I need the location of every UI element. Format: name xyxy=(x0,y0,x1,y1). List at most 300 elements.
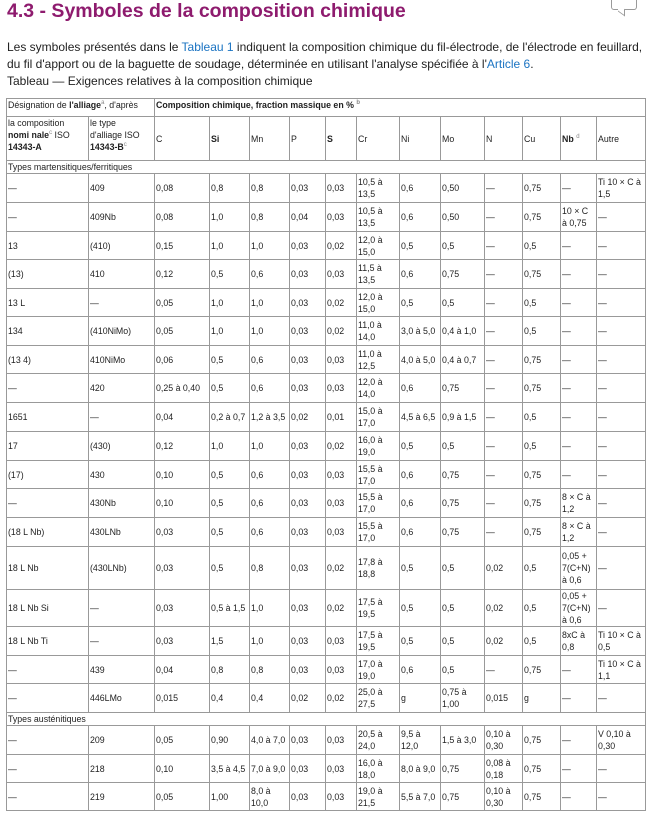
group-header: Types austénitiques xyxy=(7,713,646,726)
cell-autre: — xyxy=(597,432,646,461)
cell-autre: Ti 10 × C à 1,1 xyxy=(597,656,646,684)
cell-c: 0,10 xyxy=(155,461,210,489)
cell-nb: — xyxy=(561,174,597,203)
cell-ni: 5,5 à 7,0 xyxy=(400,783,441,811)
cell-iso-a: (13 4) xyxy=(7,346,89,374)
cell-cr: 16,0 à 19,0 xyxy=(357,432,400,461)
cell-c: 0,08 xyxy=(155,203,210,232)
cell-n: — xyxy=(485,489,523,518)
cell-cu: 0,5 xyxy=(523,590,561,627)
cell-autre: — xyxy=(597,289,646,317)
cell-cr: 12,0 à 15,0 xyxy=(357,289,400,317)
cell-nb: — xyxy=(561,232,597,260)
cell-s: 0,03 xyxy=(326,203,357,232)
cell-autre: — xyxy=(597,317,646,346)
cell-si: 0,4 xyxy=(210,684,250,713)
cell-mo: 0,75 xyxy=(441,489,485,518)
table-row xyxy=(7,489,646,518)
cell-nb: — xyxy=(561,374,597,403)
cell-n: 0,10 à 0,30 xyxy=(485,783,523,811)
cell-n: 0,02 xyxy=(485,590,523,627)
cell-cr: 11,0 à 12,5 xyxy=(357,346,400,374)
cell-n: — xyxy=(485,403,523,432)
comment-icon[interactable] xyxy=(611,0,637,10)
cell-mo: 0,5 xyxy=(441,590,485,627)
cell-iso-b: 409 xyxy=(89,174,155,203)
cell-si: 0,8 xyxy=(210,656,250,684)
cell-ni: 9,5 à 12,0 xyxy=(400,726,441,755)
cell-c: 0,10 xyxy=(155,489,210,518)
cell-iso-b: — xyxy=(89,590,155,627)
cell-mo: 0,5 xyxy=(441,547,485,590)
cell-n: — xyxy=(485,656,523,684)
cell-cu: 0,5 xyxy=(523,627,561,656)
cell-cr: 15,5 à 17,0 xyxy=(357,518,400,547)
cell-cr: 17,5 à 19,5 xyxy=(357,627,400,656)
cell-nb: 8 × C à 1,2 xyxy=(561,489,597,518)
cell-mo: 0,4 à 0,7 xyxy=(441,346,485,374)
cell-iso-b: 430 xyxy=(89,461,155,489)
cell-mn: 0,6 xyxy=(250,518,290,547)
cell-n: — xyxy=(485,346,523,374)
cell-si: 0,5 xyxy=(210,489,250,518)
table-row xyxy=(7,174,646,203)
cell-mn: 1,0 xyxy=(250,627,290,656)
cell-si: 0,90 xyxy=(210,726,250,755)
cell-nb: — xyxy=(561,461,597,489)
cell-cu: 0,5 xyxy=(523,403,561,432)
cell-s: 0,03 xyxy=(326,755,357,783)
cell-c: 0,05 xyxy=(155,783,210,811)
cell-cu: 0,75 xyxy=(523,726,561,755)
cell-s: 0,01 xyxy=(326,403,357,432)
cell-mn: 0,8 xyxy=(250,174,290,203)
intro-paragraph xyxy=(7,39,652,90)
cell-cr: 11,5 à 13,5 xyxy=(357,260,400,289)
table-row xyxy=(7,317,646,346)
cell-mo: 0,4 à 1,0 xyxy=(441,317,485,346)
cell-nb: 8xC à 0,8 xyxy=(561,627,597,656)
cell-iso-a: — xyxy=(7,374,89,403)
cell-nb: — xyxy=(561,260,597,289)
cell-mn: 1,0 xyxy=(250,317,290,346)
cell-mn: 0,8 xyxy=(250,656,290,684)
cell-iso-a: — xyxy=(7,656,89,684)
cell-cr: 11,0 à 14,0 xyxy=(357,317,400,346)
cell-s: 0,03 xyxy=(326,518,357,547)
cell-ni: 0,5 xyxy=(400,432,441,461)
cell-iso-b: 410 xyxy=(89,260,155,289)
cell-c: 0,05 xyxy=(155,317,210,346)
table-row xyxy=(7,374,646,403)
cell-mn: 0,6 xyxy=(250,489,290,518)
cell-nb: — xyxy=(561,783,597,811)
header-mn: Mn xyxy=(250,117,290,161)
cell-p: 0,03 xyxy=(290,518,326,547)
cell-c: 0,05 xyxy=(155,289,210,317)
header-iso-14343-a: la composition nomi nale$^c$ ISO 14343-A xyxy=(7,117,89,161)
cell-autre: — xyxy=(597,684,646,713)
cell-iso-a: — xyxy=(7,489,89,518)
cell-c: 0,015 xyxy=(155,684,210,713)
cell-nb: 0,05 + 7(C+N) à 0,6 xyxy=(561,590,597,627)
cell-cu: 0,75 xyxy=(523,174,561,203)
cell-iso-b: 439 xyxy=(89,656,155,684)
cell-p: 0,03 xyxy=(290,627,326,656)
cell-c: 0,03 xyxy=(155,518,210,547)
table-row xyxy=(7,260,646,289)
cell-c: 0,05 xyxy=(155,726,210,755)
cell-si: 1,0 xyxy=(210,289,250,317)
cell-mo: 0,75 xyxy=(441,755,485,783)
cell-iso-b: 430Nb xyxy=(89,489,155,518)
article-6-link[interactable]: Article 6 xyxy=(486,57,531,71)
cell-p: 0,03 xyxy=(290,317,326,346)
cell-mo: 0,5 xyxy=(441,289,485,317)
cell-n: — xyxy=(485,317,523,346)
cell-p: 0,03 xyxy=(290,755,326,783)
cell-ni: 0,6 xyxy=(400,461,441,489)
cell-n: 0,015 xyxy=(485,684,523,713)
cell-si: 1,0 xyxy=(210,432,250,461)
cell-n: — xyxy=(485,461,523,489)
cell-p: 0,03 xyxy=(290,590,326,627)
cell-nb: — xyxy=(561,755,597,783)
cell-mn: 1,0 xyxy=(250,590,290,627)
cell-n: 0,08 à 0,18 xyxy=(485,755,523,783)
cell-s: 0,03 xyxy=(326,461,357,489)
cell-ni: 8,0 à 9,0 xyxy=(400,755,441,783)
cell-mn: 0,4 xyxy=(250,684,290,713)
cell-s: 0,03 xyxy=(326,783,357,811)
cell-p: 0,03 xyxy=(290,374,326,403)
cell-mn: 1,2 à 3,5 xyxy=(250,403,290,432)
cell-si: 0,5 xyxy=(210,374,250,403)
tableau-1-link[interactable]: Tableau 1 xyxy=(181,40,234,54)
cell-cr: 15,5 à 17,0 xyxy=(357,489,400,518)
cell-nb: — xyxy=(561,656,597,684)
cell-mo: 0,5 xyxy=(441,232,485,260)
cell-ni: 0,5 xyxy=(400,289,441,317)
cell-si: 1,0 xyxy=(210,232,250,260)
cell-p: 0,03 xyxy=(290,346,326,374)
cell-ni: 0,6 xyxy=(400,374,441,403)
table-row xyxy=(7,656,646,684)
cell-s: 0,02 xyxy=(326,547,357,590)
header-p: P xyxy=(290,117,326,161)
cell-iso-b: 409Nb xyxy=(89,203,155,232)
cell-mo: 0,75 xyxy=(441,260,485,289)
cell-mn: 8,0 à 10,0 xyxy=(250,783,290,811)
cell-iso-b: 219 xyxy=(89,783,155,811)
cell-iso-a: — xyxy=(7,174,89,203)
cell-c: 0,03 xyxy=(155,627,210,656)
cell-c: 0,15 xyxy=(155,232,210,260)
cell-iso-a: — xyxy=(7,684,89,713)
cell-p: 0,03 xyxy=(290,783,326,811)
cell-si: 1,5 xyxy=(210,627,250,656)
cell-si: 0,8 xyxy=(210,174,250,203)
cell-c: 0,12 xyxy=(155,260,210,289)
cell-cu: g xyxy=(523,684,561,713)
header-c: C xyxy=(155,117,210,161)
cell-cu: 0,75 xyxy=(523,461,561,489)
header-ni: Ni xyxy=(400,117,441,161)
cell-s: 0,02 xyxy=(326,232,357,260)
cell-autre: Ti 10 × C à 0,5 xyxy=(597,627,646,656)
cell-cu: 0,75 xyxy=(523,755,561,783)
cell-iso-a: 13 L xyxy=(7,289,89,317)
cell-c: 0,06 xyxy=(155,346,210,374)
cell-n: — xyxy=(485,432,523,461)
cell-cr: 15,0 à 17,0 xyxy=(357,403,400,432)
cell-p: 0,04 xyxy=(290,203,326,232)
cell-iso-a: — xyxy=(7,726,89,755)
cell-s: 0,03 xyxy=(326,656,357,684)
cell-autre: — xyxy=(597,590,646,627)
cell-s: 0,02 xyxy=(326,590,357,627)
cell-nb: — xyxy=(561,726,597,755)
cell-autre: — xyxy=(597,755,646,783)
cell-c: 0,25 à 0,40 xyxy=(155,374,210,403)
cell-iso-a: 1651 xyxy=(7,403,89,432)
cell-s: 0,03 xyxy=(326,627,357,656)
cell-n: 0,02 xyxy=(485,547,523,590)
cell-si: 0,5 xyxy=(210,518,250,547)
cell-iso-b: 446LMo xyxy=(89,684,155,713)
cell-cu: 0,5 xyxy=(523,547,561,590)
cell-iso-b: — xyxy=(89,627,155,656)
cell-cu: 0,75 xyxy=(523,656,561,684)
cell-p: 0,03 xyxy=(290,432,326,461)
cell-mn: 1,0 xyxy=(250,289,290,317)
cell-iso-b: 209 xyxy=(89,726,155,755)
table-row xyxy=(7,518,646,547)
cell-si: 0,5 à 1,5 xyxy=(210,590,250,627)
cell-nb: — xyxy=(561,403,597,432)
table-row xyxy=(7,627,646,656)
cell-iso-a: 18 L Nb xyxy=(7,547,89,590)
cell-mo: 1,5 à 3,0 xyxy=(441,726,485,755)
cell-c: 0,08 xyxy=(155,174,210,203)
cell-mn: 0,6 xyxy=(250,260,290,289)
cell-s: 0,03 xyxy=(326,174,357,203)
cell-s: 0,02 xyxy=(326,432,357,461)
cell-cr: 12,0 à 15,0 xyxy=(357,232,400,260)
cell-c: 0,03 xyxy=(155,547,210,590)
cell-mo: 0,75 xyxy=(441,374,485,403)
cell-mn: 1,0 xyxy=(250,432,290,461)
cell-autre: — xyxy=(597,489,646,518)
cell-c: 0,10 xyxy=(155,755,210,783)
cell-mn: 0,6 xyxy=(250,461,290,489)
cell-p: 0,03 xyxy=(290,547,326,590)
cell-si: 1,00 xyxy=(210,783,250,811)
cell-c: 0,12 xyxy=(155,432,210,461)
cell-iso-a: — xyxy=(7,783,89,811)
cell-ni: 0,6 xyxy=(400,489,441,518)
cell-nb: 0,05 + 7(C+N) à 0,6 xyxy=(561,547,597,590)
cell-mn: 1,0 xyxy=(250,232,290,260)
cell-p: 0,03 xyxy=(290,461,326,489)
cell-mn: 7,0 à 9,0 xyxy=(250,755,290,783)
cell-iso-b: (430LNb) xyxy=(89,547,155,590)
cell-p: 0,02 xyxy=(290,403,326,432)
cell-nb: — xyxy=(561,684,597,713)
cell-cr: 17,5 à 19,5 xyxy=(357,590,400,627)
cell-cr: 20,5 à 24,0 xyxy=(357,726,400,755)
cell-cu: 0,75 xyxy=(523,260,561,289)
cell-s: 0,02 xyxy=(326,289,357,317)
cell-cr: 17,8 à 18,8 xyxy=(357,547,400,590)
cell-cr: 25,0 à 27,5 xyxy=(357,684,400,713)
cell-mo: 0,75 xyxy=(441,518,485,547)
cell-iso-b: 218 xyxy=(89,755,155,783)
table-row xyxy=(7,203,646,232)
table-row xyxy=(7,289,646,317)
group-header: Types martensitiques/ferritiques xyxy=(7,161,646,174)
cell-n: — xyxy=(485,289,523,317)
cell-n: — xyxy=(485,374,523,403)
cell-autre: — xyxy=(597,403,646,432)
cell-si: 0,5 xyxy=(210,547,250,590)
cell-mn: 0,6 xyxy=(250,346,290,374)
cell-ni: 4,5 à 6,5 xyxy=(400,403,441,432)
cell-ni: 0,5 xyxy=(400,232,441,260)
table-row xyxy=(7,783,646,811)
cell-ni: 0,5 xyxy=(400,590,441,627)
header-n: N xyxy=(485,117,523,161)
cell-si: 0,2 à 0,7 xyxy=(210,403,250,432)
cell-mo: 0,5 xyxy=(441,627,485,656)
cell-p: 0,03 xyxy=(290,726,326,755)
table-row xyxy=(7,590,646,627)
cell-cu: 0,75 xyxy=(523,374,561,403)
table-row xyxy=(7,461,646,489)
cell-cr: 17,0 à 19,0 xyxy=(357,656,400,684)
cell-cu: 0,5 xyxy=(523,432,561,461)
cell-mn: 0,6 xyxy=(250,374,290,403)
table-row xyxy=(7,346,646,374)
cell-cr: 10,5 à 13,5 xyxy=(357,203,400,232)
cell-ni: 0,6 xyxy=(400,203,441,232)
cell-c: 0,04 xyxy=(155,403,210,432)
cell-iso-b: 420 xyxy=(89,374,155,403)
cell-iso-b: 430LNb xyxy=(89,518,155,547)
table-row xyxy=(7,232,646,260)
cell-p: 0,03 xyxy=(290,489,326,518)
cell-autre: — xyxy=(597,518,646,547)
cell-n: 0,10 à 0,30 xyxy=(485,726,523,755)
cell-iso-a: — xyxy=(7,755,89,783)
cell-p: 0,03 xyxy=(290,260,326,289)
cell-n: — xyxy=(485,203,523,232)
cell-iso-a: 134 xyxy=(7,317,89,346)
header-s: S xyxy=(326,117,357,161)
cell-mo: 0,75 xyxy=(441,783,485,811)
cell-iso-a: 13 xyxy=(7,232,89,260)
header-composition: Composition chimique, fraction massique en % $^b$ xyxy=(155,99,646,117)
cell-autre: — xyxy=(597,203,646,232)
header-si: Si xyxy=(210,117,250,161)
header-designation: Désignation de l'alliage$^a$, d'après xyxy=(7,99,155,117)
cell-mo: 0,75 xyxy=(441,461,485,489)
cell-s: 0,03 xyxy=(326,489,357,518)
cell-iso-b: (410) xyxy=(89,232,155,260)
cell-iso-b: (430) xyxy=(89,432,155,461)
cell-ni: 4,0 à 5,0 xyxy=(400,346,441,374)
section-title: 4.3 - Symboles de la composition chimique xyxy=(7,0,406,22)
cell-cr: 12,0 à 14,0 xyxy=(357,374,400,403)
cell-autre: — xyxy=(597,461,646,489)
cell-c: 0,03 xyxy=(155,590,210,627)
cell-nb: — xyxy=(561,346,597,374)
cell-iso-a: 18 L Nb Si xyxy=(7,590,89,627)
cell-autre: V 0,10 à 0,30 xyxy=(597,726,646,755)
cell-s: 0,03 xyxy=(326,726,357,755)
table-row xyxy=(7,547,646,590)
cell-si: 0,5 xyxy=(210,260,250,289)
cell-n: — xyxy=(485,518,523,547)
cell-iso-b: (410NiMo) xyxy=(89,317,155,346)
cell-iso-a: (17) xyxy=(7,461,89,489)
cell-iso-a: 17 xyxy=(7,432,89,461)
cell-ni: g xyxy=(400,684,441,713)
composition-table xyxy=(6,98,646,811)
cell-s: 0,03 xyxy=(326,374,357,403)
cell-p: 0,02 xyxy=(290,684,326,713)
intro-text: Les symboles présentés dans le xyxy=(7,40,182,54)
cell-ni: 0,6 xyxy=(400,518,441,547)
cell-nb: 8 × C à 1,2 xyxy=(561,518,597,547)
cell-cr: 16,0 à 18,0 xyxy=(357,755,400,783)
cell-s: 0,02 xyxy=(326,317,357,346)
cell-mo: 0,5 xyxy=(441,432,485,461)
intro-text: . xyxy=(530,57,534,71)
cell-si: 0,5 xyxy=(210,461,250,489)
cell-autre: — xyxy=(597,783,646,811)
cell-mn: 4,0 à 7,0 xyxy=(250,726,290,755)
cell-c: 0,04 xyxy=(155,656,210,684)
cell-cr: 15,5 à 17,0 xyxy=(357,461,400,489)
cell-cu: 0,5 xyxy=(523,232,561,260)
cell-autre: — xyxy=(597,232,646,260)
cell-cu: 0,75 xyxy=(523,783,561,811)
cell-cr: 10,5 à 13,5 xyxy=(357,174,400,203)
cell-p: 0,03 xyxy=(290,656,326,684)
cell-autre: — xyxy=(597,260,646,289)
table-row xyxy=(7,403,646,432)
cell-iso-b: 410NiMo xyxy=(89,346,155,374)
cell-iso-b: — xyxy=(89,403,155,432)
cell-autre: — xyxy=(597,346,646,374)
cell-autre: — xyxy=(597,374,646,403)
table-row xyxy=(7,755,646,783)
cell-ni: 0,5 xyxy=(400,547,441,590)
cell-cu: 0,5 xyxy=(523,289,561,317)
cell-si: 1,0 xyxy=(210,203,250,232)
cell-ni: 0,6 xyxy=(400,656,441,684)
cell-p: 0,03 xyxy=(290,289,326,317)
table-row xyxy=(7,432,646,461)
cell-autre: Ti 10 × C à 1,5 xyxy=(597,174,646,203)
cell-mo: 0,5 xyxy=(441,656,485,684)
cell-cu: 0,75 xyxy=(523,489,561,518)
cell-ni: 0,5 xyxy=(400,627,441,656)
cell-iso-a: (18 L Nb) xyxy=(7,518,89,547)
cell-mn: 0,8 xyxy=(250,203,290,232)
cell-ni: 0,6 xyxy=(400,260,441,289)
